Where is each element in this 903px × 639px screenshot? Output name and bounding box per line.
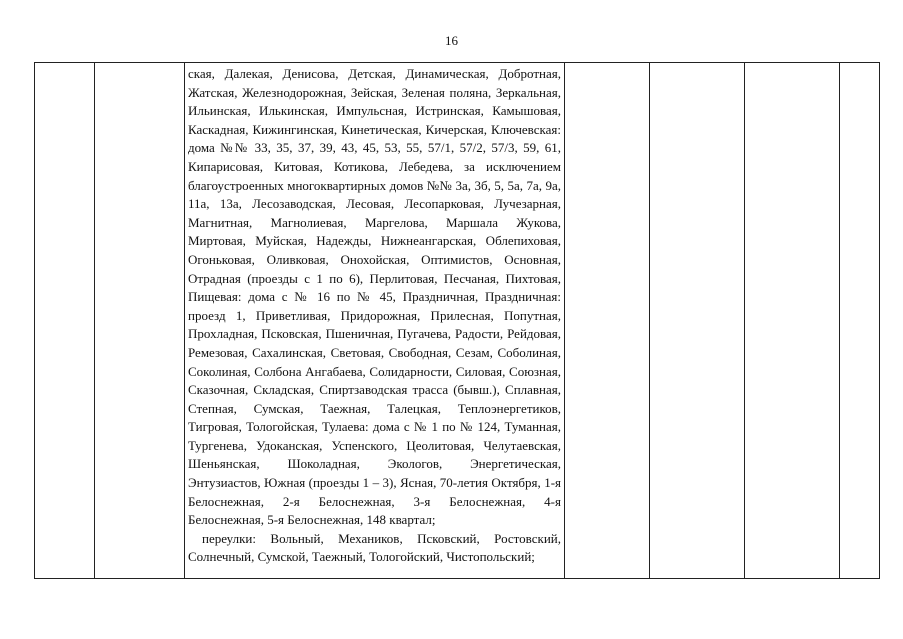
table-cell-1 [35, 63, 95, 579]
table-cell-6 [745, 63, 840, 579]
table-cell-4 [565, 63, 650, 579]
table-cell-address-list [185, 63, 565, 579]
document-table [34, 62, 880, 579]
table-row [35, 63, 880, 579]
page-number: 16 [445, 33, 458, 48]
table-cell-7 [840, 63, 880, 579]
address-list-text [185, 63, 564, 567]
table-cell-5 [650, 63, 745, 579]
lanes-list-paragraph: переулки: Вольный, Механиков, Псковский, Ростовский, Солнечный, Сумской, Таежный, Тологойский, Чистопольский; [188, 530, 561, 565]
street-list-paragraph: ская, Далекая, Денисова, Детская, Динамическая, Добротная, Жатская, Железнодорожная, Зейская, Зеленая поляна, Зеркальная, Ильинская, Илькинская, Импульсная, Истринская, Камышовая, Каскадная, Кижингинская, Кинетическая, Кичерская, Ключевская: дома №№ 33, 35, 37, 39, 43, 45, 53, 55, 57/1, 57/2, 57/3, 59, 61, Кипарисовая, Китовая, Котикова, Лебедева, за исключением благоустроенных многоквартирных домов №№ 3а, 3б, 5, 5а, 7а, 9а, 11а, 13а, Лесозаводская, Лесовая, Лесопарковая, Лучезарная, Магнитная, Магнолиевая, Маргелова, Маршала Жукова, Миртовая, Муйская, Надежды, Нижнеангарская, Облепиховая, Огоньковая, Оливковая, Онохойская, Оптимистов, Основная, Отрадная (проезды с 1 по 6), Перлитовая, Песчаная, Пихтовая, Пищевая: дома с № 16 по № 45, Праздничная, Праздничная: проезд 1, Приветливая, Придорожная, Прилесная, Попутная, Прохладная, Псковская, Пшеничная, Пугачева, Радости, Рейдовая, Ремезовая, Сахалинская, Световая, Свободная, Сезам, Соболиная, Соколиная, Солбона Ангабаева, Солидарности, Силовая, Союзная, Сказочная, Складская, Спиртзаводская трасса (бывш.), Сплавная, Степная, Сумская, Таежная, Талецкая, Теплоэнергетиков, Тигровая, Тологойская, Тулаева: дома с № 1 по № 124, Туманная, Тургенева, Удоканская, Успенского, Цеолитовая, Челутаевская, Шеньянская, Шоколадная, Экологов, Энергетическая, Энтузиастов, Южная (проезды 1 – 3), Ясная, 70-летия Октября, 1-я Белоснежная, 2-я Белоснежная, 3-я Белоснежная, 4-я Белоснежная, 5-я Белоснежная, 148 квартал; [188, 66, 561, 528]
table-cell-2 [95, 63, 185, 579]
